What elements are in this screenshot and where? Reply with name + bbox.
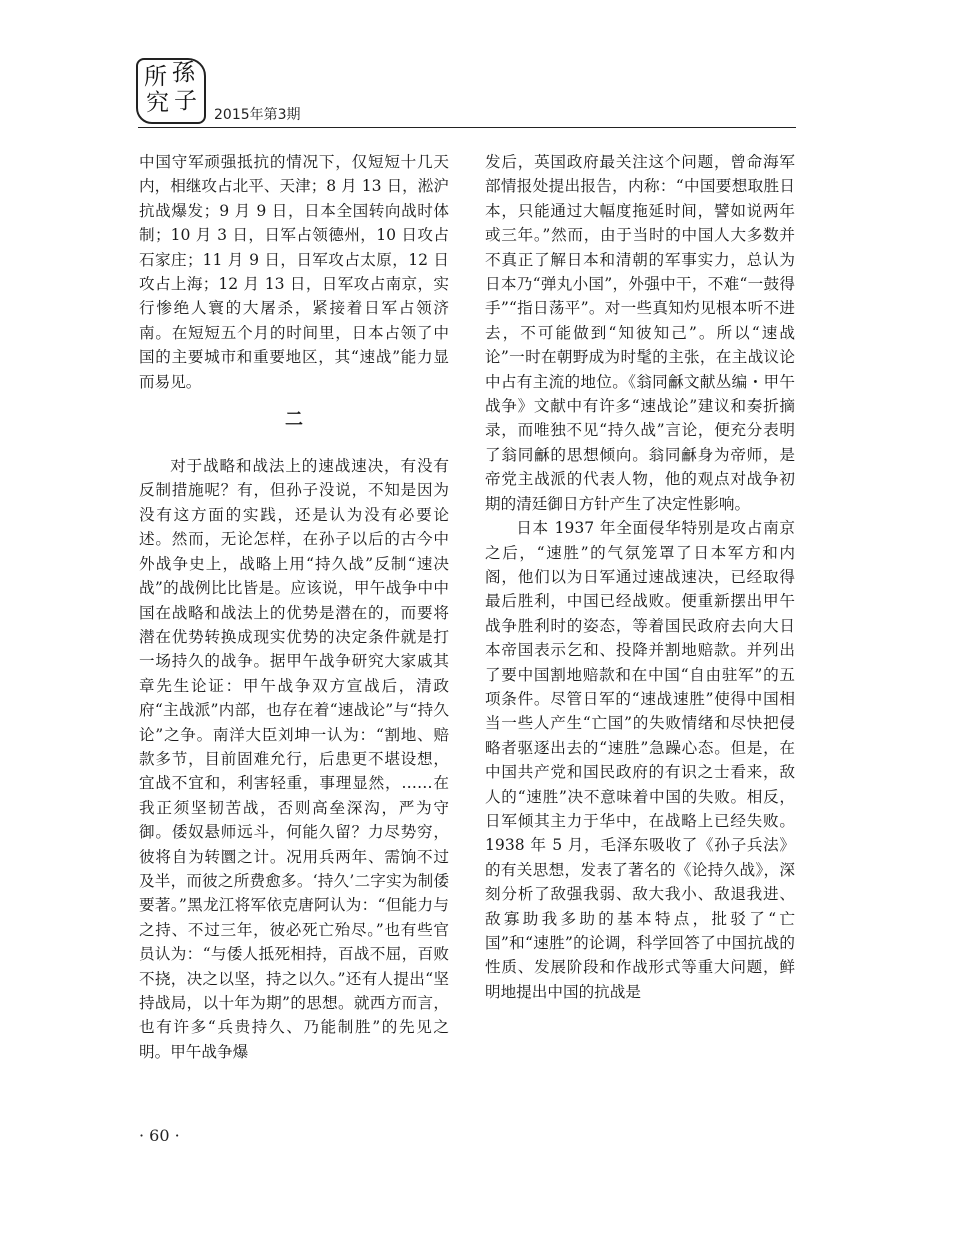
right-column [485, 150, 795, 1004]
issue-label: 2015年第3期 [214, 107, 301, 123]
paragraph: 对于战略和战法上的速战速决，有没有反制措施呢？有，但孙子没说，不知是因为没有这方面的实践，还是认为没有必要论述。然而，无论怎样，在孙子以后的古今中外战争史上，战略上用“持久战”反制“速决战”的战例比比皆是。应该说，甲午战争中中国在战略和战法上的优势是潜在的，而要将潜在优势转换成现实优势的决定条件就是打一场持久的战争。据甲午战争研究大家戚其章先生论证：甲午战争双方宣战后，清政府“主战派”内部，也存在着“速战论”与“持久论”之争。南洋大臣刘坤一认为：“割地、赔款多节，目前固难允行，后患更不堪设想，宜战不宜和，利害轻重，事理显然，……在我正须坚韧苦战，否则高垒深沟，严为守御。倭奴悬师远斗，何能久留？力尽势穷，彼将自为转圜之计。况用兵两年、需饷不过及半，而彼之所费愈多。‘持久’二字实为制倭要著。”黑龙江将军依克唐阿认为：“但能力与之持、不过三年，彼必死亡殆尽。”也有些官员认为：“与倭人抵死相持，百战不屈，百败不挠，决之以坚，持之以久。”还有人提出“坚持战局，以十年为期”的思想。就西方而言，也有许多“兵贵持久、乃能制胜”的先见之明。甲午战争爆 [139, 457, 449, 1061]
logo-char: 子 [174, 88, 197, 114]
paragraph: 发后，英国政府最关注这个问题，曾命海军部情报处提出报告，内称：“中国要想取胜日本，只能通过大幅度拖延时间，譬如说两年或三年。”然而，由于当时的中国人大多数并不真正了解日本和清朝的军事实力，总认为日本乃“弹丸小国”，外强中干，不难“一鼓得手”“指日荡平”。对一些真知灼见根本听不进去，不可能做到“知彼知己”。所以“速战论”一时在朝野成为时髦的主张，在主战议论中占有主流的地位。《翁同龢文献丛编・甲午战争》文献中有许多“速战论”建议和奏折摘录，而唯独不见“持久战”言论，便充分表明了翁同龢的思想倾向。翁同龢身为帝师，是帝党主战派的代表人物，他的观点对战争初期的清廷御日方针产生了决定性影响。 [485, 153, 795, 513]
logo-char: 究 [146, 90, 169, 116]
header-divider [138, 127, 796, 128]
paragraph: 中国守军顽强抵抗的情况下，仅短短十几天内，相继攻占北平、天津；8 月 13 日，淞沪抗战爆发；9 月 9 日，日本全国转向战时体制；10 月 3 日，日军占领德州，10 日攻占石家庄；11 月 9 日，日军攻占太原，12 日攻占上海；12 月 13 日，日军攻占南京，实行惨绝人寰的大屠杀，紧接着日军占领济南。在短短五个月的时间里，日本占领了中国的主要城市和重要地区，其“速战”能力显而易见。 [139, 153, 449, 391]
paragraph: 日本 1937 年全面侵华特别是攻占南京之后，“速胜”的气氛笼罩了日本军方和内阁，他们以为日军通过速战速决，已经取得最后胜利，中国已经战败。便重新摆出甲午战争胜利时的姿态，等着国民政府去向大日本帝国表示乞和、投降并割地赔款。并列出了要中国割地赔款和在中国“自由驻军”的五项条件。尽管日军的“速战速胜”使得中国相当一些人产生“亡国”的失败情绪和尽快把侵略者驱逐出去的“速胜”急躁心态。但是，在中国共产党和国民政府的有识之士看来，敌人的“速胜”决不意味着中国的失败。相反，日军倾其主力于华中，在战略上已经失败。1938 年 5 月，毛泽东吸收了《孙子兵法》的有关思想，发表了著名的《论持久战》，深刻分析了敌强我弱、敌大我小、敌退我进、敌寡助我多助的基本特点，批驳了“亡国”和“速胜”的论调，科学回答了中国抗战的性质、发展阶段和作战形式等重大问题，鲜明地提出中国的抗战是 [485, 519, 795, 1001]
section-heading: 二 [285, 409, 303, 431]
page-number: · 60 · [139, 1126, 180, 1145]
journal-logo [136, 58, 206, 124]
left-column [139, 150, 449, 1064]
logo-char: 孫 [172, 60, 195, 86]
logo-char: 所 [144, 64, 167, 90]
